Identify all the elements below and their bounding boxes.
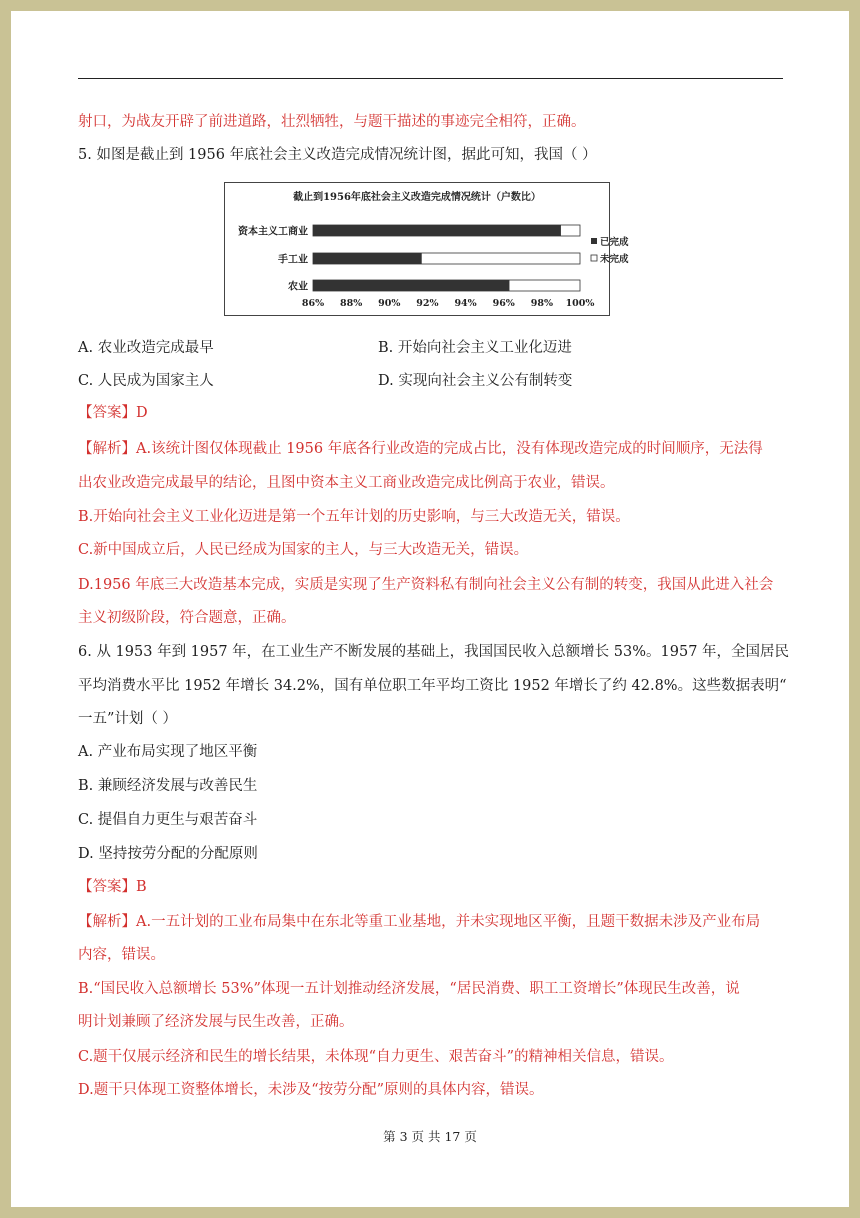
chart-bar-completed (313, 253, 422, 264)
chart-x-tick-label: 92% (416, 298, 439, 309)
question-6-stem-3: 一五”计划（ ） (78, 711, 178, 727)
q6-explanation-3: B.“国民收入总额增长 53%”体现一五计划推动经济发展，“居民消费、职工工资增长”体现民生改善，说 (78, 981, 740, 997)
document-page (11, 11, 849, 1207)
chart-x-tick-label: 96% (492, 298, 515, 309)
chart-legend-swatch-completed (591, 238, 597, 244)
q6-option-c: C. 提倡自力更生与艰苦奋斗 (78, 812, 258, 828)
q5-option-c: C. 人民成为国家主人 (78, 373, 214, 389)
header-rule (78, 78, 783, 79)
q5-answer: 【答案】D (78, 405, 148, 421)
q5-explanation-1: 【解析】A.该统计图仅体现截止 1956 年底各行业改造的完成占比，没有体现改造完成的时间顺序，无法得 (78, 441, 763, 457)
q6-explanation-2: 内容，错误。 (78, 947, 165, 963)
chart-category-label: 农业 (288, 281, 308, 293)
chart-x-tick-label: 100% (565, 298, 595, 309)
q6-option-d: D. 坚持按劳分配的分配原则 (78, 846, 258, 862)
chart-x-tick-label: 98% (530, 298, 553, 309)
q6-explanation-6: D.题干只体现工资整体增长，未涉及“按劳分配”原则的具体内容，错误。 (78, 1082, 544, 1098)
chart-title: 截止到1956年底社会主义改造完成情况统计（户数比） (293, 192, 541, 203)
q6-explanation-1: 【解析】A.一五计划的工业布局集中在东北等重工业基地，并未实现地区平衡，且题干数据未涉及产业布局 (78, 914, 761, 930)
chart-legend-swatch-not-completed (591, 255, 597, 261)
chart-category-label: 资本主义工商业 (238, 226, 308, 238)
chart-canvas (225, 183, 629, 315)
question-6-stem-1: 6. 从 1953 年到 1957 年，在工业生产不断发展的基础上，我国国民收入总额增长 53%。1957 年，全国居民 (78, 644, 790, 660)
q5-option-d: D. 实现向社会主义公有制转变 (378, 373, 573, 389)
chart-x-tick-label: 88% (340, 298, 363, 309)
q5-option-a: A. 农业改造完成最早 (78, 340, 214, 356)
q6-explanation-5: C.题干仅展示经济和民生的增长结果，未体现“自力更生、艰苦奋斗”的精神相关信息，错误。 (78, 1049, 674, 1065)
question-6-stem-2: 平均消费水平比 1952 年增长 34.2%，国有单位职工年平均工资比 1952 年增长了约 42.8%。这些数据表明“ (78, 678, 787, 694)
completion-bar-chart (224, 182, 629, 316)
q5-explanation-2: 出农业改造完成最早的结论，且图中资本主义工商业改造完成比例高于农业，错误。 (78, 475, 615, 491)
q5-explanation-5: D.1956 年底三大改造基本完成，实质是实现了生产资料私有制向社会主义公有制的转变，我国从此进入社会 (78, 577, 774, 593)
question-5-stem: 5. 如图是截止到 1956 年底社会主义改造完成情况统计图，据此可知，我国（ ） (78, 147, 597, 163)
q6-option-b: B. 兼顾经济发展与改善民生 (78, 778, 258, 794)
q5-explanation-3: B.开始向社会主义工业化迈进是第一个五年计划的历史影响，与三大改造无关，错误。 (78, 509, 630, 525)
chart-x-tick-label: 90% (378, 298, 401, 309)
chart-legend-label-not-completed: 未完成 (600, 254, 629, 265)
chart-bar-completed (313, 280, 509, 291)
chart-legend-label-completed: 已完成 (600, 237, 629, 248)
chart-x-tick-label: 86% (301, 298, 325, 309)
q5-explanation-6: 主义初级阶段，符合题意，正确。 (78, 610, 296, 626)
chart-bar-completed (313, 225, 561, 236)
q6-explanation-4: 明计划兼顾了经济发展与民生改善，正确。 (78, 1014, 354, 1030)
page-footer: 第 3 页 共 17 页 (383, 1129, 477, 1144)
q5-explanation-4: C.新中国成立后，人民已经成为国家的主人，与三大改造无关，错误。 (78, 542, 529, 558)
chart-category-label: 手工业 (278, 254, 308, 266)
q6-option-a: A. 产业布局实现了地区平衡 (78, 744, 258, 760)
q5-option-b: B. 开始向社会主义工业化迈进 (378, 340, 572, 356)
chart-x-tick-label: 94% (454, 298, 477, 309)
q6-answer: 【答案】B (78, 879, 147, 895)
prev-explanation-tail: 射口，为战友开辟了前进道路，壮烈牺牲，与题干描述的事迹完全相符，正确。 (78, 114, 586, 130)
